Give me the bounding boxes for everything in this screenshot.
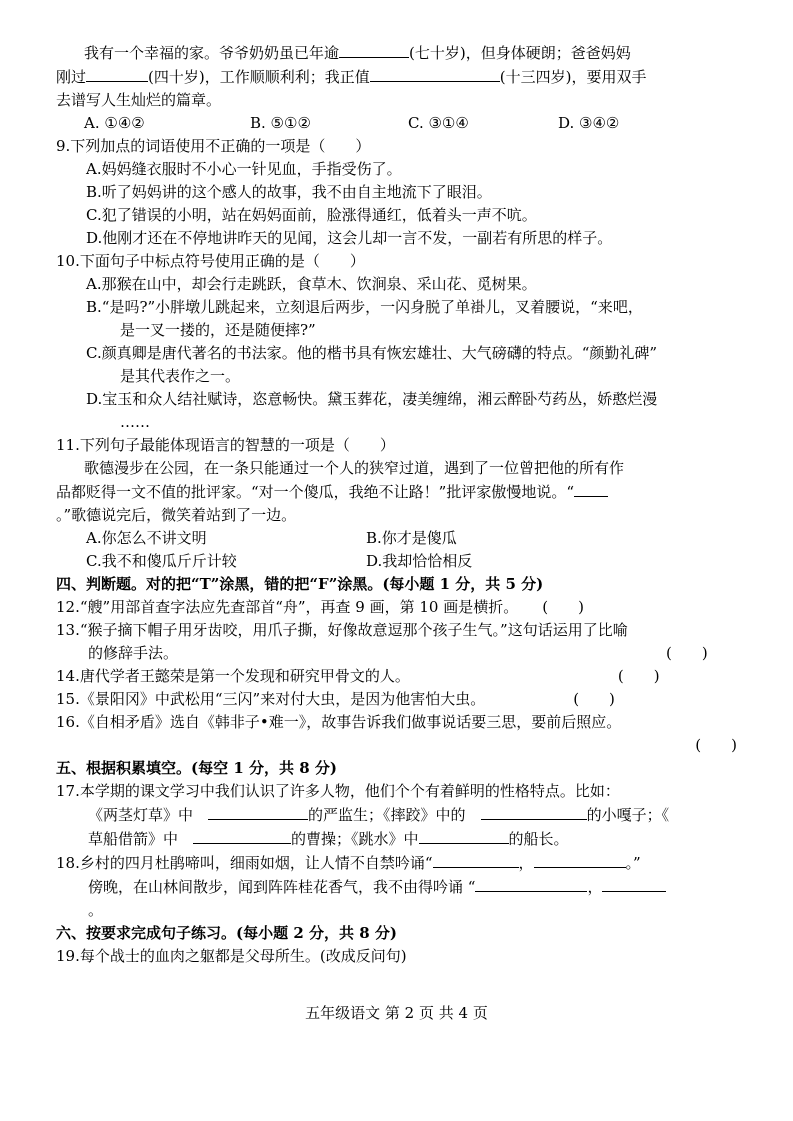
q10-option-d[interactable]: D.宝玉和众人结社赋诗，恣意畅快。黛玉葬花，凄美缠绵，湘云醉卧芍药丛，娇憨烂漫 [86,390,658,408]
q16: 16.《自相矛盾》选自《韩非子•难一》，故事告诉我们做事说话要三思，要前后照应。 [56,713,622,731]
q18-text: ， [587,878,603,896]
q17-text: 的小嘎子；《 [586,806,670,824]
q10-option-a[interactable]: A.那猴在山中，却会行走跳跃，食草木、饮涧泉、采山花、觅树果。 [86,275,537,293]
answer-paren[interactable]: ( ) [695,736,737,754]
q10-option-d-cont: …… [120,413,150,431]
intro-line-3: 去谱写人生灿烂的篇章。 [56,91,222,109]
answer-blank[interactable] [419,827,509,844]
answer-paren[interactable]: ( ) [573,690,615,708]
q19: 19.每个战士的血肉之躯都是父母所生。(改成反问句) [56,947,407,965]
q17-text: 的严监生；《摔跤》中的 [308,806,466,824]
q17-text: 草船借箭》中 [88,830,179,848]
q10-option-b-cont: 是一叉一搂的，还是随便摔?” [120,321,316,339]
intro-text: (十三四岁)，要用双手 [499,68,647,86]
q18-text: 。” [625,854,641,872]
q17-text: 《两茎灯草》中 [88,806,194,824]
intro-options [56,112,741,135]
section-5-title: 五、根据积累填空。(每空 1 分，共 8 分) [56,759,337,777]
q17-text: 的曹操；《跳水》中 [291,830,419,848]
page-footer: 五年级语文 第 2 页 共 4 页 [305,1004,488,1022]
answer-blank[interactable] [193,827,291,844]
q15-text: 15.《景阳冈》中武松用“三闪”来对付大虫，是因为他害怕大虫。 [56,690,486,708]
q11-passage-1: 歌德漫步在公园，在一条只能通过一个人的狭窄过道，遇到了一位曾把他的所有作 [84,459,625,477]
answer-paren[interactable]: ( ) [666,644,708,662]
q10-option-c[interactable]: C.颜真卿是唐代著名的书法家。他的楷书具有恢宏雄壮、大气磅礴的特点。“颜勤礼碑” [86,344,658,362]
answer-blank[interactable] [86,65,148,82]
answer-blank[interactable] [602,875,666,892]
section-6-title: 六、按要求完成句子练习。(每小题 2 分，共 8 分) [56,924,397,942]
q18-text: 傍晚，在山林间散步，闻到阵阵桂花香气，我不由得吟诵 “ [88,878,476,896]
q11-options-row-1 [56,527,741,550]
q9-stem: 9.下列加点的词语使用不正确的一项是（ ） [56,137,371,155]
q16-paren-line [56,734,741,757]
q11-option-b[interactable]: B.你才是傻瓜 [366,529,457,547]
q11-options-row-2 [56,550,741,573]
q13-cont [56,642,741,665]
answer-blank[interactable] [534,851,626,868]
answer-blank[interactable] [475,875,587,892]
q18-line-2 [56,875,741,899]
intro-text: 刚过 [56,68,87,86]
intro-line-2 [56,65,741,89]
q17-line-2 [56,803,741,827]
q12-text: 12.“艘”用部首查字法应先查部首“舟”，再查 9 画，第 10 画是横折。 [56,598,519,616]
q14 [56,665,741,688]
intro-text: 我有一个幸福的家。爷爷奶奶虽已年逾 [84,44,340,62]
q17-line-3 [56,827,741,851]
q9-option-b[interactable]: B.听了妈妈讲的这个感人的故事，我不由自主地流下了眼泪。 [86,183,492,201]
answer-blank[interactable] [481,803,587,820]
option-d[interactable]: D. ③④② [558,114,620,132]
q10-option-c-cont: 是其代表作之一。 [120,367,241,385]
q17: 17.本学期的课文学习中我们认识了许多人物，他们个个有着鲜明的性格特点。比如： [56,782,620,800]
q12 [56,596,741,619]
section-4-title: 四、判断题。对的把“T”涂黑，错的把“F”涂黑。(每小题 1 分，共 5 分) [56,575,544,593]
q18 [56,851,741,875]
q14-text: 14.唐代学者王懿荣是第一个发现和研究甲骨文的人。 [56,667,410,685]
q11-stem: 11.下列句子最能体现语言的智慧的一项是（ ） [56,436,395,454]
q17-text: 的船长。 [508,830,569,848]
q18-line-3: 。 [88,901,104,919]
answer-paren[interactable]: ( ) [542,598,584,616]
q15 [56,688,741,711]
answer-blank[interactable] [574,480,608,497]
answer-paren[interactable]: ( ) [617,667,660,685]
q11-option-a[interactable]: A.你怎么不讲文明 [86,529,207,547]
answer-blank[interactable] [433,851,519,868]
q18-text: ， [518,854,534,872]
q9-option-c[interactable]: C.犯了错误的小明，站在妈妈面前，脸涨得通红，低着头一声不吭。 [86,206,537,224]
q10-option-b[interactable]: B.“是吗?”小胖墩儿跳起来，立刻退后两步，一闪身脱了单褂儿，叉着腰说，“来吧， [86,298,643,316]
option-b[interactable]: B. ⑤①② [250,114,311,132]
q11-passage-2 [56,480,741,504]
q11-passage-3: 。”歌德说完后，微笑着站到了一边。 [56,506,297,524]
intro-text: (四十岁)，工作顺顺利利；我正值 [148,68,370,86]
q18-text: 18.乡村的四月杜鹃啼叫，细雨如烟，让人情不自禁吟诵“ [56,854,433,872]
q10-stem: 10.下面句子中标点符号使用正确的是（ ） [56,252,365,270]
q11-option-c[interactable]: C.我不和傻瓜斤斤计较 [86,552,237,570]
q11-option-d[interactable]: D.我却恰恰相反 [366,552,473,570]
q13-text: 的修辞手法。 [88,644,179,662]
q9-option-a[interactable]: A.妈妈缝衣服时不小心一针见血，手指受伤了。 [86,160,402,178]
intro-text: (七十岁)，但身体硬朗；爸爸妈妈 [409,44,631,62]
passage-text: 品都贬得一文不值的批评家。“对一个傻瓜，我绝不让路！”批评家傲慢地说。“ [56,483,575,501]
answer-blank[interactable] [339,41,409,58]
answer-blank[interactable] [208,803,308,820]
option-c[interactable]: C. ③①④ [408,114,469,132]
intro-line-1 [56,41,741,65]
answer-blank[interactable] [370,65,500,82]
option-a[interactable]: A. ①④② [84,114,145,132]
q13: 13.“猴子摘下帽子用牙齿咬，用爪子撕，好像故意逗那个孩子生气。”这句话运用了比喻 [56,621,628,639]
q9-option-d[interactable]: D.他刚才还在不停地讲昨天的见闻，这会儿却一言不发，一副若有所思的样子。 [86,229,613,247]
